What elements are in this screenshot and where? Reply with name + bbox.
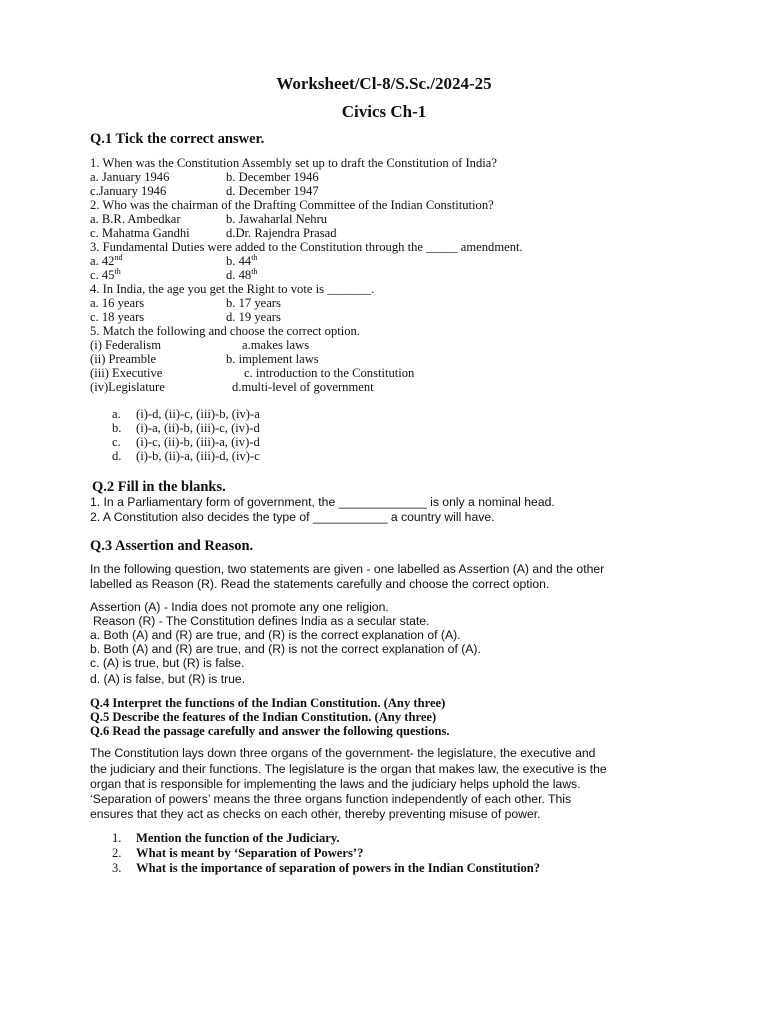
- match-left-item: (iv)Legislature: [90, 380, 165, 394]
- q1-2-option-c: c. Mahatma Gandhi: [90, 226, 190, 240]
- match-option-letter: a.: [112, 407, 121, 421]
- q2-item: 1. In a Parliamentary form of government, the _____________ is only a nominal head.: [90, 495, 555, 509]
- match-option-letter: d.: [112, 449, 122, 463]
- q1-3-option-a: a. 42nd: [90, 252, 123, 268]
- passage-line: the judiciary and their functions. The legislature is the organ that makes law, the executive is the: [90, 762, 607, 776]
- q3-intro-line: labelled as Reason (R). Read the statements carefully and choose the correct option.: [90, 577, 550, 591]
- q3-option: d. (A) is false, but (R) is true.: [90, 672, 246, 686]
- chapter-title: Civics Ch-1: [341, 102, 427, 121]
- q1-1-option-b: b. December 1946: [226, 170, 319, 184]
- passage-question-number: 2.: [112, 846, 122, 860]
- q2-heading: Q.2 Fill in the blanks.: [92, 479, 226, 495]
- match-option-letter: b.: [112, 421, 122, 435]
- q1-1-option-d: d. December 1947: [226, 184, 319, 198]
- q3-option: b. Both (A) and (R) are true, and (R) is not the correct explanation of (A).: [90, 642, 481, 656]
- q1-3-question: 3. Fundamental Duties were added to the Constitution through the _____ amendment.: [90, 240, 523, 254]
- q1-4-option-a: a. 16 years: [90, 296, 145, 310]
- worksheet-title: Worksheet/Cl-8/S.Sc./2024-25: [276, 74, 492, 93]
- q1-2-option-b: b. Jawaharlal Nehru: [226, 212, 328, 226]
- q1-2-option-d: d.Dr. Rajendra Prasad: [226, 226, 337, 240]
- q3-option: c. (A) is true, but (R) is false.: [90, 656, 245, 670]
- match-option-text: (i)-a, (ii)-b, (iii)-c, (iv)-d: [136, 421, 260, 435]
- passage-line: organ that is responsible for implementing the laws and the judiciary helps uphold the laws.: [90, 777, 581, 791]
- passage-line: ‘Separation of powers’ means the three organs function independently of each other. This: [90, 792, 572, 806]
- q1-5-question: 5. Match the following and choose the correct option.: [90, 324, 360, 338]
- q1-heading: Q.1 Tick the correct answer.: [90, 131, 265, 147]
- match-option-text: (i)-c, (ii)-b, (iii)-a, (iv)-d: [136, 435, 260, 449]
- match-option-text: (i)-b, (ii)-a, (iii)-d, (iv)-c: [136, 449, 260, 463]
- match-right-item: d.multi-level of government: [232, 380, 374, 394]
- q2-item: 2. A Constitution also decides the type of ___________ a country will have.: [90, 510, 495, 524]
- q4-heading: Q.4 Interpret the functions of the Indian Constitution. (Any three): [90, 696, 446, 710]
- q3-option: a. Both (A) and (R) are true, and (R) is the correct explanation of (A).: [90, 628, 461, 642]
- q3-assertion: Assertion (A) - India does not promote any one religion.: [90, 600, 389, 614]
- q1-2-question: 2. Who was the chairman of the Drafting Committee of the Indian Constitution?: [90, 198, 494, 212]
- q3-reason: Reason (R) - The Constitution defines India as a secular state.: [93, 614, 430, 628]
- match-right-item: b. implement laws: [226, 352, 319, 366]
- passage-line: ensures that they act as checks on each other, thereby preventing misuse of power.: [90, 807, 541, 821]
- q1-2-option-a: a. B.R. Ambedkar: [90, 212, 181, 226]
- passage-question-number: 3.: [112, 861, 122, 875]
- q1-4-option-b: b. 17 years: [226, 296, 281, 310]
- passage-question: What is meant by ‘Separation of Powers’?: [136, 846, 364, 860]
- q1-3-option-c: c. 45th: [90, 266, 121, 282]
- q1-4-option-c: c. 18 years: [90, 310, 145, 324]
- passage-question-number: 1.: [112, 831, 122, 845]
- q3-intro-line: In the following question, two statements are given - one labelled as Assertion (A) and the other: [90, 562, 605, 576]
- q1-3-option-b: b. 44th: [226, 252, 258, 268]
- q1-3-option-d: d. 48th: [226, 266, 258, 282]
- match-right-item: a.makes laws: [242, 338, 310, 352]
- match-right-item: c. introduction to the Constitution: [244, 366, 415, 380]
- q1-1-option-a: a. January 1946: [90, 170, 170, 184]
- match-left-item: (ii) Preamble: [90, 352, 157, 366]
- q6-heading: Q.6 Read the passage carefully and answer the following questions.: [90, 724, 450, 738]
- q3-heading: Q.3 Assertion and Reason.: [90, 538, 254, 554]
- passage-line: The Constitution lays down three organs of the government- the legislature, the executive and: [90, 746, 596, 760]
- passage-question: What is the importance of separation of powers in the Indian Constitution?: [136, 861, 541, 875]
- q5-heading: Q.5 Describe the features of the Indian Constitution. (Any three): [90, 710, 437, 724]
- match-option-letter: c.: [112, 435, 121, 449]
- q1-4-option-d: d. 19 years: [226, 310, 281, 324]
- q1-4-question: 4. In India, the age you get the Right to vote is _______.: [90, 282, 375, 296]
- match-left-item: (i) Federalism: [90, 338, 161, 352]
- q1-1-question: 1. When was the Constitution Assembly set up to draft the Constitution of India?: [90, 156, 497, 170]
- match-left-item: (iii) Executive: [90, 366, 163, 380]
- q1-1-option-c: c.January 1946: [90, 184, 167, 198]
- passage-question: Mention the function of the Judiciary.: [136, 831, 340, 845]
- match-option-text: (i)-d, (ii)-c, (iii)-b, (iv)-a: [136, 407, 260, 421]
